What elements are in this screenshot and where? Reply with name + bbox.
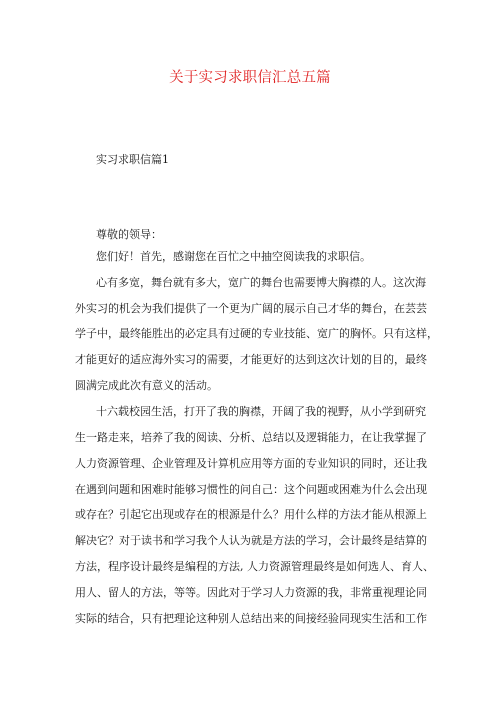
body-line: 您们好！首先，感谢您在百忙之中抽空阅读我的求职信。: [96, 250, 371, 263]
section-heading: 实习求职信篇1: [96, 153, 169, 166]
document-title: 关于实习求职信汇总五篇: [169, 70, 331, 86]
body-line: 学子中，最终能胜出的必定具有过硬的专业技能、宽广的胸怀。只有这样，: [75, 327, 438, 340]
body-line: 人力资源管理、企业管理及计算机应用等方面的专业知识的同时，还让我: [75, 457, 427, 470]
body-line: 或存在？引起它出现或存在的根源是什么？用什么样的方法才能从根源上: [75, 508, 427, 521]
body-line: 用人、留人的方法，等等。因此对于学习人力资源的我，非常重视理论同: [75, 586, 427, 599]
body-line: 在遇到问题和困难时能够习惯性的问自己：这个问题或困难为什么会出现: [75, 483, 427, 496]
body-line: 外实习的机会为我们提供了一个更为广阔的展示自己才华的舞台，在芸芸: [75, 302, 427, 315]
body-line: 十六载校园生活，打开了我的胸襟，开阔了我的视野，从小学到研究: [96, 405, 426, 418]
body-line: 解决它？对于读书和学习我个人认为就是方法的学习，会计最终是结算的: [75, 534, 427, 547]
body-line: 实际的结合，只有把理论这种别人总结出来的间接经验同现实生活和工作: [75, 612, 427, 625]
body-line: 心有多宽，舞台就有多大，宽广的舞台也需要博大胸襟的人。这次海: [96, 276, 426, 289]
body-line: 方法，程序设计最终是编程的方法, 人力资源管理最终是如何选人、育人、: [75, 560, 434, 573]
body-line: 生一路走来，培养了我的阅读、分析、总结以及逻辑能力，在让我掌握了: [75, 431, 427, 444]
salutation: 尊敬的领导：: [96, 228, 162, 241]
body-line: 才能更好的适应海外实习的需要，才能更好的达到这次计划的目的，最终: [75, 353, 427, 366]
body-line: 圆满完成此次有意义的活动。: [75, 379, 218, 392]
